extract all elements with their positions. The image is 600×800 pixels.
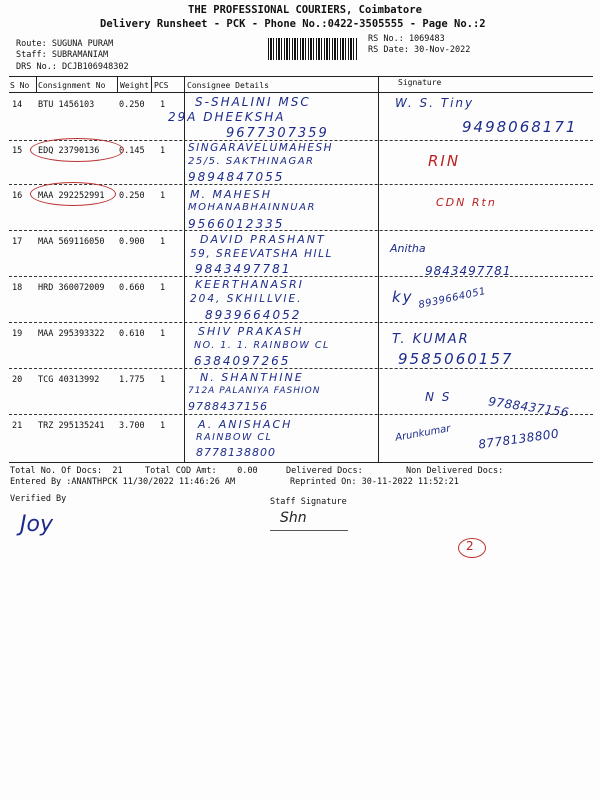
signature-mark: CDN Rtn: [436, 196, 497, 209]
row-sno: 16: [12, 191, 23, 201]
row-sno: 14: [12, 100, 23, 110]
consignee-phone: 6384097265: [194, 354, 291, 368]
signature-mark: T. KUMAR: [392, 332, 470, 347]
col-consignment: Consignment No: [38, 81, 106, 90]
consignee-address: RAINBOW CL: [196, 432, 273, 443]
consignee-phone: 8939664052: [205, 308, 302, 322]
consignee-name: S-SHALINI MSC: [195, 95, 311, 109]
rs-no: RS No.: 1069483: [368, 34, 445, 44]
row-weight: 0.900: [119, 237, 145, 247]
drs-label: DRS No.: DCJB106948302: [16, 62, 129, 72]
consignee-address: MOHANABHAINNUAR: [188, 202, 316, 213]
rs-date: RS Date: 30-Nov-2022: [368, 45, 471, 55]
consignee-name: SHIV PRAKASH: [198, 325, 304, 338]
signature-phone: 9585060157: [398, 350, 514, 368]
row-consignment: TRZ 295135241: [38, 421, 105, 431]
col-signature: Signature: [398, 78, 442, 87]
consignee-phone: 8778138800: [196, 446, 276, 459]
consignee-name: M. MAHESH: [190, 188, 272, 201]
signature-mark: W. S. Tiny: [395, 96, 475, 110]
row-sno: 15: [12, 146, 23, 156]
row-sno: 21: [12, 421, 23, 431]
non-delivered-docs: Non Delivered Docs:: [406, 466, 504, 476]
verified-by-label: Verified By: [10, 494, 67, 504]
col-weight: Weight: [120, 81, 149, 90]
red-circle-mark: [30, 182, 116, 206]
staff-signature-label: Staff Signature: [270, 497, 347, 507]
row-pcs: 1: [160, 100, 166, 110]
row-weight: 1.775: [119, 375, 145, 385]
consignee-name: SINGARAVELUMAHESH: [188, 142, 334, 154]
row-weight: 0.610: [119, 329, 145, 339]
row-pcs: 1: [160, 237, 166, 247]
company-name: THE PROFESSIONAL COURIERS, Coimbatore: [188, 4, 422, 16]
row-pcs: 1: [160, 191, 166, 201]
row-sno: 20: [12, 375, 23, 385]
barcode: [268, 38, 358, 60]
col-pcs: PCS: [154, 81, 169, 90]
entered-by: Entered By :ANANTHPCK 11/30/2022 11:46:26 AM: [10, 477, 236, 487]
consignee-address: 25/5. SAKTHINAGAR: [188, 156, 315, 167]
row-consignment: MAA 569116050: [38, 237, 105, 247]
signature-mark: ky: [392, 288, 414, 306]
consignee-phone: 9843497781: [195, 262, 292, 276]
signature-mark: Anitha: [390, 242, 426, 255]
signature-mark: N S: [425, 390, 452, 404]
consignee-address: 29A DHEEKSHA: [168, 110, 286, 124]
staff-signature: Shn: [280, 510, 307, 526]
row-pcs: 1: [160, 283, 166, 293]
consignee-name: DAVID PRASHANT: [200, 233, 326, 246]
row-sno: 17: [12, 237, 23, 247]
row-consignment: HRD 360072009: [38, 283, 105, 293]
consignee-phone: 9788437156: [188, 400, 268, 413]
signature-phone: 9788437156: [487, 394, 570, 420]
row-pcs: 1: [160, 146, 166, 156]
row-consignment: EDQ 23790136: [38, 146, 100, 156]
verified-signature: Joy: [20, 512, 53, 537]
page-mark: 2: [466, 539, 474, 553]
consignee-address: 204, SKHILLVIE.: [190, 293, 303, 305]
row-consignment: MAA 292252991: [38, 191, 105, 201]
col-sno: S No: [10, 81, 30, 90]
reprinted-on: Reprinted On: 30-11-2022 11:52:21: [290, 477, 459, 487]
row-consignment: MAA 295393322: [38, 329, 105, 339]
consignee-phone: 9677307359: [226, 126, 329, 141]
row-weight: 3.700: [119, 421, 145, 431]
row-pcs: 1: [160, 421, 166, 431]
consignee-name: N. SHANTHINE: [200, 371, 304, 384]
staff-label: Staff: SUBRAMANIAM: [16, 50, 109, 60]
consignee-name: A. ANISHACH: [198, 418, 293, 431]
row-sno: 18: [12, 283, 23, 293]
staff-signature-underline: [270, 530, 348, 531]
consignee-address: 59, SREEVATSHA HILL: [190, 248, 333, 260]
signature-phone: 9498068171: [462, 118, 578, 136]
row-weight: 0.145: [119, 146, 145, 156]
signature-phone: 9843497781: [425, 264, 512, 278]
row-sno: 19: [12, 329, 23, 339]
signature-mark: RIN: [428, 152, 461, 170]
signature-phone: 8939664051: [417, 285, 488, 312]
consignee-phone: 9894847055: [188, 170, 285, 184]
delivered-docs: Delivered Docs:: [286, 466, 363, 476]
consignee-phone: 9566012335: [188, 217, 285, 231]
row-pcs: 1: [160, 375, 166, 385]
consignee-address: 712A PALANIYA FASHION: [188, 386, 321, 396]
col-consignee: Consignee Details: [187, 81, 269, 90]
red-circle-mark: [30, 138, 124, 162]
row-consignment: BTU 1456103: [38, 100, 95, 110]
total-cod: Total COD Amt: 0.00: [145, 466, 258, 476]
row-weight: 0.660: [119, 283, 145, 293]
signature-mark: Arunkumar: [394, 423, 452, 444]
row-weight: 0.250: [119, 100, 145, 110]
row-pcs: 1: [160, 329, 166, 339]
route-label: Route: SUGUNA PURAM: [16, 39, 114, 49]
total-docs: Total No. Of Docs: 21: [10, 466, 123, 476]
consignee-name: KEERTHANASRI: [195, 278, 304, 291]
signature-phone: 8778138800: [477, 426, 560, 452]
row-weight: 0.250: [119, 191, 145, 201]
row-consignment: TCG 40313992: [38, 375, 100, 385]
consignee-address: NO. 1. 1. RAINBOW CL: [194, 340, 330, 351]
runsheet-title: Delivery Runsheet - PCK - Phone No.:0422-3505555 - Page No.:2: [100, 18, 486, 30]
